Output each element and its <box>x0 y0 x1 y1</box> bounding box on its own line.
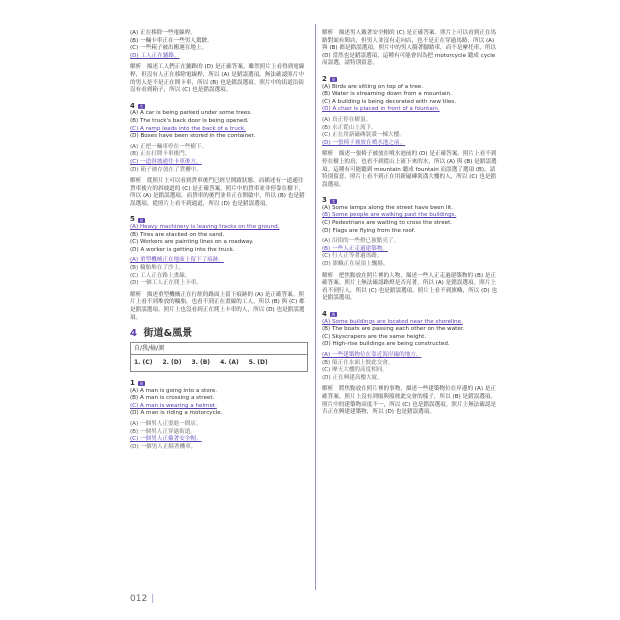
answer-key-item: 1. (C) <box>134 359 153 367</box>
column-divider <box>315 24 316 590</box>
option-line: (D) Boxes have been stored in the container. <box>130 133 256 140</box>
option-line: (A) 正在移除一些電線桿。 <box>130 30 196 36</box>
option-line: (C) A building is being decorated with new tiles. <box>322 98 457 105</box>
answer-key-box <box>130 342 308 372</box>
accent-badge: 澳 <box>331 312 336 318</box>
option-line: (C) Pedestrians are waiting to cross the street. <box>322 220 453 227</box>
correct-option-line: (D) 工人正在鋪路。 <box>130 52 180 59</box>
option-line: (C) Skyscrapers are the same height. <box>322 333 427 340</box>
section-title <box>130 330 308 338</box>
question-number-label: 1 <box>130 378 135 387</box>
option-line: (B) The boats are passing each other on the water. <box>322 326 465 333</box>
translation-line: (B) 水正從山上流下。 <box>322 124 377 131</box>
explanation: 解析 從照片上可以看到貨車後門已經呈開啟狀態，而描述有一道通往貨車後方的斜坡道的 (C) 是正確答案。照片中的貨車並非停靠在樹下，所以 (A) 是錯誤選項。而貨車的後門並非正在開啟中，所以 (B) 也是錯誤選項。從照片上看不到通道，所以 (D) 也是錯誤選項。 <box>130 178 305 207</box>
explanation: 解析 描述男人戴著安全帽的 (C) 是正確答案。照片上可以看到正在馬路對面有間店，但男人並沒有走向店，也不是正在穿過馬路，所以 (A) 與 (B) 都是錯誤選項。照片中的男人騎著腳踏車，而不是摩托車，所以 (D) 當然也是錯誤選項，這種有可能會因為把 motorcycle 聽成 cycle 而誤選，請特別留意。 <box>322 30 497 67</box>
correct-translation-line: (C) 一個男人正戴著安全帽。 <box>130 436 202 443</box>
accent-badge: 英 <box>139 381 144 387</box>
option-line: (C) Workers are painting lines on a roadway. <box>130 239 254 246</box>
question-number-label: 4 <box>322 310 327 318</box>
option-line: (A) Birds are sitting on top of a tree. <box>322 83 424 90</box>
question-number-label: 4 <box>130 101 135 110</box>
translation-line: (D) 正在興建高樓大廈。 <box>322 374 383 381</box>
option-line: (D) A worker is getting into the truck. <box>130 246 235 253</box>
translation-line: (B) 輪胎堆在了沙上。 <box>130 265 185 272</box>
correct-translation-line: (A) 一些建築物位在靠近海岸線的地方。 <box>322 351 422 358</box>
translation-line: (C) 正在用新磁磚裝潢一棟大樓。 <box>322 132 405 139</box>
correct-translation-line: (A) 重型機械正在地面上留下了痕跡。 <box>130 257 224 264</box>
correct-option-line: (C) A man is wearing a helmet. <box>130 402 217 409</box>
answer-key-item: 2. (D) <box>162 359 182 367</box>
option-line: (A) A car is being parked under some trees. <box>130 110 253 117</box>
explanation: 解析 描述重型機械正在行經的路面上留下痕跡的 (A) 是正確答案。照片上看不到堆放的輪胎，也看不到正在畫線的工人，所以 (B) 與 (C) 都是錯誤選項。照片上也沒看到正在爬上卡車的人，所以 (D) 也是錯誤選項。 <box>130 291 305 321</box>
correct-translation-line: (D) 一張椅子被放在噴水池之前。 <box>322 139 406 146</box>
question-number-label: 3 <box>322 196 327 205</box>
accent-badge: 美 <box>139 104 144 110</box>
question-number <box>322 197 500 205</box>
answer-key-item: 5. (D) <box>248 359 268 367</box>
correct-option-line: (C) A ramp leads into the back of a truck. <box>130 125 246 132</box>
option-line: (B) Water is streaming down from a mountain. <box>322 91 452 98</box>
question-number <box>130 380 308 388</box>
option-line: (B) 一輛卡車正在一些男人駕駛。 <box>130 37 213 44</box>
translation-line: (C) 摩天大樓的高度相同。 <box>322 367 388 374</box>
translation-line: (A) 沿街的一些燈已被點亮了。 <box>322 238 400 245</box>
option-line: (A) A man is going into a store. <box>130 387 218 394</box>
accent-badge: 英 <box>331 77 336 83</box>
explanation: 解析 描述工人們正在鋪路的 (D) 是正確答案。雖然照片上看得到電線桿，但沒有人正在移除電線桿，所以 (A) 是錯誤選項。無法確認照片中的男人是不是正在開卡車，所以 (B) 也是錯誤選項。照片中的街道沿街沒有看到箱子，所以 (C) 也是錯誤選項。 <box>130 64 305 94</box>
translation-line: (B) 一個男人正穿過街道。 <box>130 428 196 435</box>
translation-line: (C) 工人正在路上畫線。 <box>130 272 191 279</box>
correct-option-line: (D) A chair is placed in front of a fountain. <box>322 106 440 113</box>
translation-line: (D) 一個工人正在爬上卡車。 <box>130 280 202 287</box>
translation-line: (B) 正在打開卡車後門。 <box>130 151 191 158</box>
translation-line: (D) 一個男人正騎著機車。 <box>130 443 197 450</box>
option-line: (B) The truck's back door is being opened. <box>130 117 249 124</box>
translation-line: (A) 鳥正停在樹頂。 <box>322 116 372 123</box>
answer-key-row <box>131 355 307 371</box>
question-number-label: 2 <box>322 74 327 83</box>
accent-badge: 美 <box>331 198 336 204</box>
question-number <box>130 103 308 111</box>
translation-line: (D) 旗幟正在屋頂上飄揚。 <box>322 261 389 268</box>
answer-key-item: 4. (A) <box>220 359 239 367</box>
left-column <box>130 30 308 451</box>
correct-translation-line: (C) 一道斜坡通往卡車後方。 <box>130 158 202 165</box>
explanation: 解析 描述一張椅子被放在噴水池前的 (D) 是正確答案。照片上看不到停在樹上的鳥，也看不到從山上流下來的水，所以 (A) 與 (B) 是錯誤選項。這種有可能聽到 mountain 聽成 fountain 而誤選了選項 (B)，請特別留意。照片上看不到正在用新磁磚裝潢大樓的人，所以 (C) 也是錯誤選項。 <box>322 151 497 188</box>
option-line: (D) A man is riding a motorcycle. <box>130 410 223 417</box>
right-column <box>322 30 500 417</box>
page-number-divider: | <box>151 594 155 604</box>
option-line: (D) Flags are flying from the roof. <box>322 227 416 234</box>
correct-option-line: (A) Heavy machinery is leaving tracks on the ground. <box>130 224 280 231</box>
page-number <box>130 594 154 604</box>
explanation: 解析 將焦點放在照片裡的事物，描述一些建築物位在岸邊的 (A) 是正確答案。照片上沒有到船與船彼此交會的樣子，所以 (B) 是錯誤選項。照片中的建築物高度不一，所以 (C) 也是錯誤選項。照片上無法確認是否正在興建建築物，所以 (D) 也是錯誤選項。 <box>322 386 497 416</box>
page-number-text: 012 <box>130 594 148 604</box>
question-number <box>130 216 308 224</box>
translation-line: (D) 箱子被存放在了貨櫃中。 <box>130 166 202 173</box>
translation-line: (A) 一個男人正要進一間店。 <box>130 420 202 427</box>
answer-key-item: 3. (B) <box>191 359 211 367</box>
option-line: (B) Tires are stacked on the sand. <box>130 231 225 238</box>
explanation: 解析 把焦點放在照片裡的人物，描述一些人正走過建築物的 (B) 是正確答案。照片上無法確認路燈是否亮著，所以 (A) 是錯誤選項。照片上看不到行人，所以 (C) 也是錯誤選項。照片上看不到旗幟，所以 (D) 也是錯誤選項。 <box>322 272 498 302</box>
option-line: (B) A man is crossing a street. <box>130 395 215 402</box>
question-number-label: 5 <box>130 215 135 224</box>
correct-option-line: (B) Some people are walking past the buildings. <box>322 212 457 219</box>
translation-line: (A) 正把一輛車停在一些樹下。 <box>130 143 208 150</box>
correct-translation-line: (B) 一些人正走過建築物。 <box>322 245 388 252</box>
accent-badge: 英 <box>139 217 144 223</box>
section-title-text: 街道&風景 <box>143 328 193 340</box>
option-line: (D) High-rise buildings are being constructed. <box>322 341 450 348</box>
translation-line: (C) 行人正等著過馬路。 <box>322 253 383 260</box>
option-line: (A) Some lamps along the street have been lit. <box>322 204 453 211</box>
translation-line: (B) 船正在水面上彼此交會。 <box>322 359 394 366</box>
question-number <box>322 311 500 319</box>
answer-key-header: 自/我/檢/測 <box>131 343 307 356</box>
correct-option-line: (A) Some buildings are located near the shoreline. <box>322 318 463 325</box>
question-number <box>322 76 500 84</box>
option-line: (C) 一些箱子被出搬運在地上。 <box>130 45 208 52</box>
section-number: 4 <box>130 328 137 340</box>
